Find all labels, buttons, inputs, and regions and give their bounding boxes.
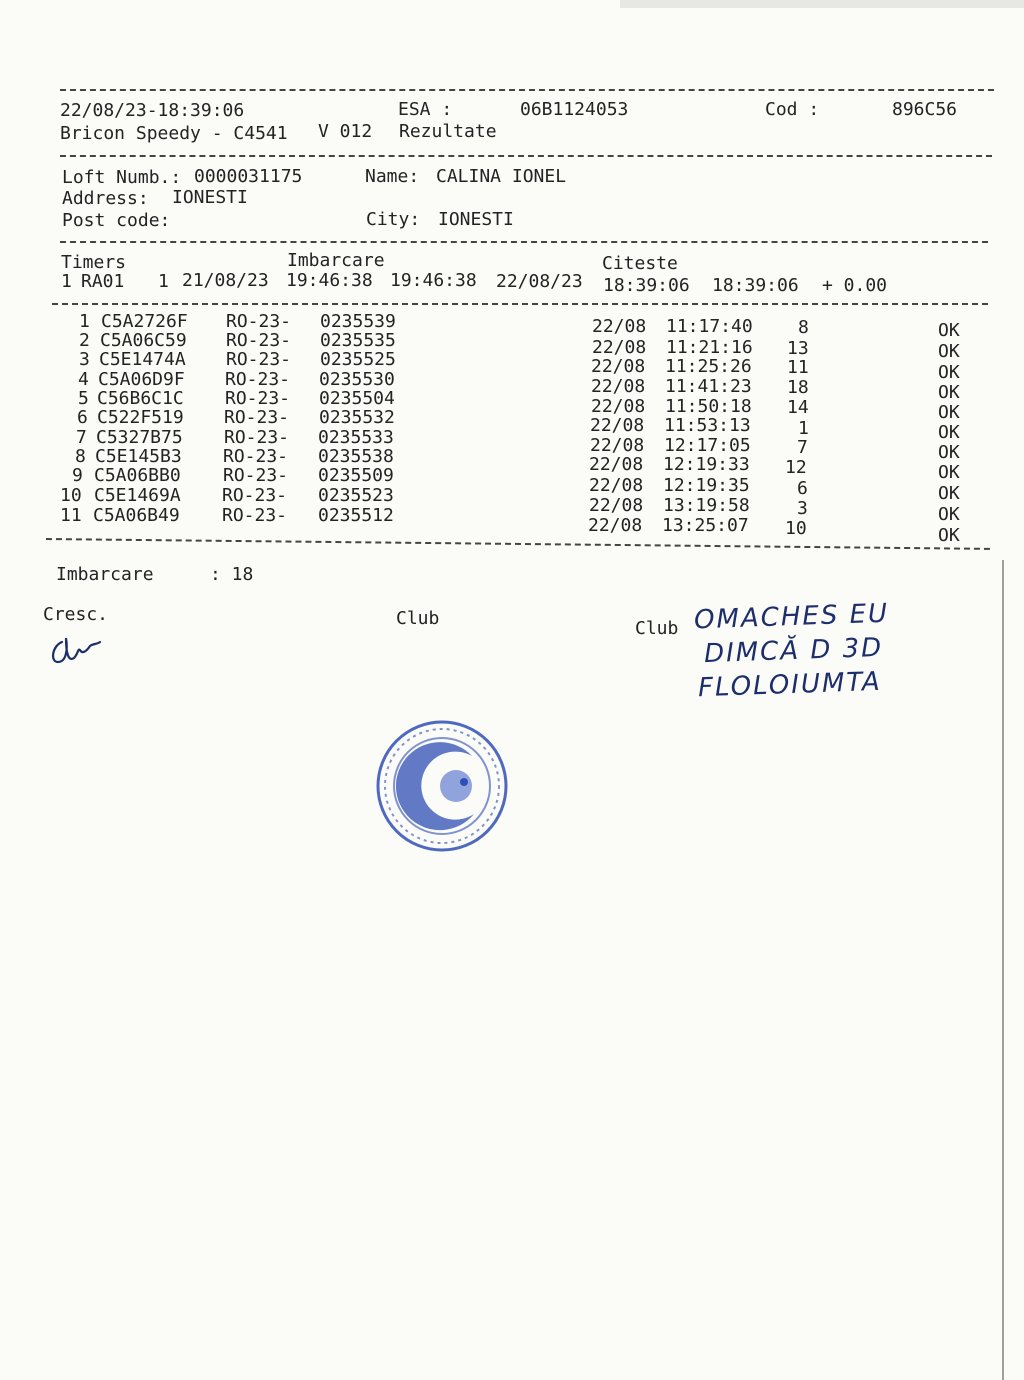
row-status: OK xyxy=(938,422,960,443)
cod-value: 896C56 xyxy=(892,99,958,120)
row-number: 0235535 xyxy=(320,330,396,351)
row-date: 22/08 xyxy=(588,515,643,536)
row-chip: C5327B75 xyxy=(96,427,183,448)
row-date: 22/08 xyxy=(591,376,646,397)
row-ring: RO-23- xyxy=(224,407,290,428)
row-ring: RO-23- xyxy=(226,349,292,370)
row-ring: RO-23- xyxy=(225,369,291,390)
row-date: 22/08 xyxy=(592,337,647,358)
handwritten-line-2: DIMCĂ D 3D xyxy=(703,632,884,670)
row-ring: RO-23- xyxy=(223,465,289,486)
row-number: 0235538 xyxy=(318,446,394,467)
row-status: OK xyxy=(938,402,960,423)
row-pos: 14 xyxy=(787,397,809,418)
row-no: 6 xyxy=(77,407,88,428)
row-chip: C5A06BB0 xyxy=(94,465,181,486)
row-pos: 3 xyxy=(797,498,808,519)
footer-imbarcare-value: : 18 xyxy=(210,564,254,585)
row-no: 1 xyxy=(79,311,90,332)
row-status: OK xyxy=(938,341,960,362)
row-no: 10 xyxy=(60,485,82,506)
row-ring: RO-23- xyxy=(222,505,288,526)
row-chip: C5A2726F xyxy=(101,311,188,332)
row-pos: 8 xyxy=(798,317,809,338)
row-number: 0235525 xyxy=(320,349,396,370)
row-ring: RO-23- xyxy=(225,388,291,409)
row-chip: C5A06B49 xyxy=(93,505,180,526)
row-ring: RO-23- xyxy=(226,311,292,332)
address-value: IONESTI xyxy=(172,187,248,208)
loft-label: Loft Numb.: xyxy=(62,167,182,188)
report-title: Rezultate xyxy=(399,121,497,142)
row-chip: C5E1469A xyxy=(94,485,181,506)
club-label-2: Club xyxy=(635,618,679,639)
row-status: OK xyxy=(938,483,960,504)
row-chip: C5E1474A xyxy=(99,349,186,370)
device-name: Bricon Speedy - C4541 xyxy=(60,123,288,144)
row-time: 13:19:58 xyxy=(663,495,750,516)
row-pos: 18 xyxy=(787,377,809,398)
divider xyxy=(60,241,988,243)
row-chip: C5A06D9F xyxy=(98,369,185,390)
row-date: 22/08 xyxy=(591,396,646,417)
row-chip: C56B6C1C xyxy=(97,388,184,409)
row-time: 11:41:23 xyxy=(665,376,752,397)
row-ring: RO-23- xyxy=(226,330,292,351)
row-number: 0235532 xyxy=(319,407,395,428)
row-date: 22/08 xyxy=(592,316,647,337)
row-number: 0235512 xyxy=(318,505,394,526)
row-status: OK xyxy=(938,382,960,403)
row-number: 0235533 xyxy=(318,427,394,448)
name-label: Name: xyxy=(365,166,420,187)
name-value: CALINA IONEL xyxy=(436,166,567,187)
esa-value: 06B1124053 xyxy=(520,99,629,120)
timer-n: 1 xyxy=(158,271,169,292)
row-pos: 12 xyxy=(785,457,807,478)
row-pos: 6 xyxy=(797,478,808,499)
club-label: Club xyxy=(396,608,440,629)
row-time: 11:21:16 xyxy=(666,337,753,358)
row-no: 7 xyxy=(76,427,87,448)
row-status: OK xyxy=(938,320,960,341)
row-date: 22/08 xyxy=(589,475,644,496)
divider xyxy=(60,89,994,91)
esa-label: ESA : xyxy=(398,99,453,120)
timer-time1: 19:46:38 xyxy=(286,270,373,291)
divider xyxy=(52,303,988,305)
timer-id: RA01 xyxy=(81,271,125,292)
divider xyxy=(60,155,992,157)
row-date: 22/08 xyxy=(591,356,646,377)
row-time: 11:50:18 xyxy=(665,396,752,417)
row-no: 9 xyxy=(72,465,83,486)
row-pos: 11 xyxy=(787,357,809,378)
handwritten-line-3: FLOLOIUMTA xyxy=(697,666,883,704)
timer-index: 1 xyxy=(61,271,72,292)
row-time: 11:25:26 xyxy=(665,356,752,377)
city-label: City: xyxy=(366,209,421,230)
loft-value: 0000031175 xyxy=(194,166,303,187)
timer-offset: + 0.00 xyxy=(822,275,888,296)
row-number: 0235530 xyxy=(319,369,395,390)
timers-citeste-label: Citeste xyxy=(602,253,678,274)
timer-time4: 18:39:06 xyxy=(712,275,799,296)
row-no: 4 xyxy=(78,369,89,390)
header-datetime: 22/08/23-18:39:06 xyxy=(60,100,245,121)
row-time: 13:25:07 xyxy=(662,515,749,536)
row-pos: 13 xyxy=(787,338,809,359)
postcode-label: Post code: xyxy=(62,210,171,231)
cresc-label: Cresc. xyxy=(43,604,109,625)
row-pos: 7 xyxy=(797,437,808,458)
row-status: OK xyxy=(938,462,960,483)
row-status: OK xyxy=(938,362,960,383)
row-date: 22/08 xyxy=(590,435,645,456)
row-no: 5 xyxy=(78,388,89,409)
row-time: 12:17:05 xyxy=(664,435,751,456)
row-pos: 1 xyxy=(798,418,809,439)
timers-imbarcare-label: Imbarcare xyxy=(287,250,385,271)
timer-date1: 21/08/23 xyxy=(182,270,269,291)
row-no: 11 xyxy=(60,505,82,526)
row-no: 8 xyxy=(75,446,86,467)
row-chip: C5E145B3 xyxy=(95,446,182,467)
row-number: 0235523 xyxy=(318,485,394,506)
row-ring: RO-23- xyxy=(223,446,289,467)
city-value: IONESTI xyxy=(438,209,514,230)
handwritten-line-1: OMACHES EU xyxy=(693,598,890,636)
row-date: 22/08 xyxy=(590,415,645,436)
row-status: OK xyxy=(938,504,960,525)
footer-imbarcare-label: Imbarcare xyxy=(56,564,154,585)
row-chip: C522F519 xyxy=(97,407,184,428)
cod-label: Cod : xyxy=(765,99,820,120)
timer-time3: 18:39:06 xyxy=(603,275,690,296)
row-chip: C5A06C59 xyxy=(100,330,187,351)
row-date: 22/08 xyxy=(589,454,644,475)
scan-edge-right xyxy=(1002,560,1004,1380)
scan-edge xyxy=(620,0,1024,8)
row-ring: RO-23- xyxy=(224,427,290,448)
row-time: 11:17:40 xyxy=(666,316,753,337)
divider xyxy=(46,538,990,550)
address-label: Address: xyxy=(62,188,149,209)
row-pos: 10 xyxy=(785,518,807,539)
signature-icon xyxy=(44,632,114,672)
row-number: 0235504 xyxy=(319,388,395,409)
row-status: OK xyxy=(938,442,960,463)
row-number: 0235539 xyxy=(320,311,396,332)
row-time: 12:19:35 xyxy=(663,475,750,496)
row-time: 11:53:13 xyxy=(664,415,751,436)
row-status: OK xyxy=(938,525,960,546)
round-seal-stamp-icon xyxy=(372,716,512,856)
device-version: V 012 xyxy=(318,121,373,142)
timer-time2: 19:46:38 xyxy=(390,270,477,291)
row-no: 3 xyxy=(79,349,90,370)
row-time: 12:19:33 xyxy=(663,454,750,475)
row-ring: RO-23- xyxy=(222,485,288,506)
timers-label: Timers xyxy=(61,252,127,273)
timer-date2: 22/08/23 xyxy=(496,271,583,292)
row-date: 22/08 xyxy=(589,495,644,516)
row-no: 2 xyxy=(79,330,90,351)
row-number: 0235509 xyxy=(318,465,394,486)
